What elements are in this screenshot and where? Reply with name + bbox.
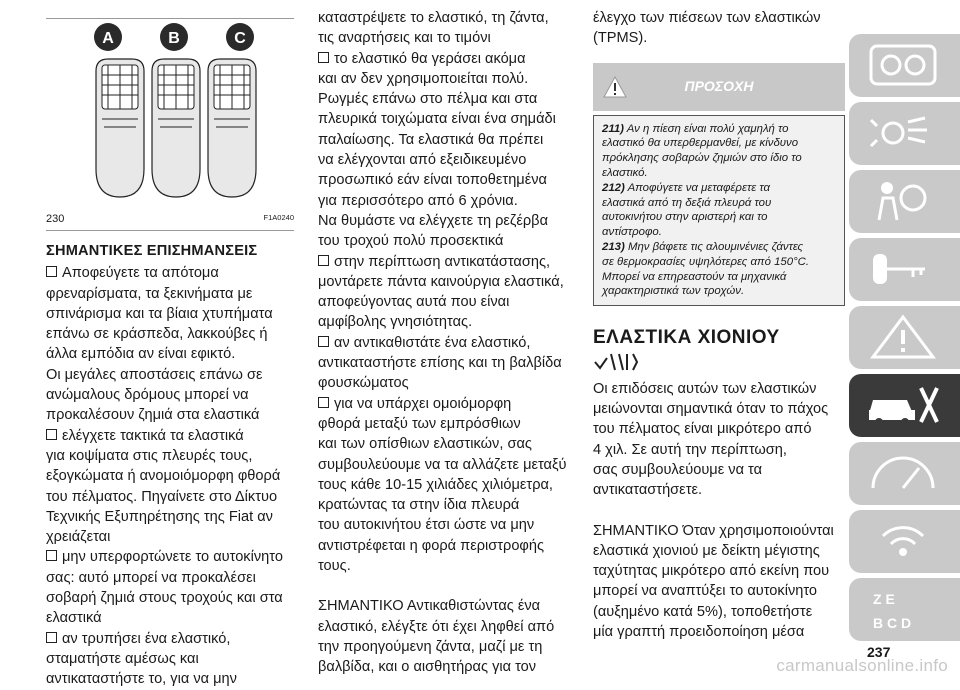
- warning-triangle-icon: [863, 312, 943, 362]
- figure-label-b: B: [168, 30, 180, 47]
- column-1: [46, 0, 294, 690]
- alphabet-icon: [863, 584, 943, 634]
- tab-starting[interactable]: [849, 238, 960, 301]
- figure-divider: [46, 230, 294, 231]
- tool-check-icon: [593, 350, 641, 372]
- tab-safety[interactable]: [849, 170, 960, 233]
- car-wrench-icon: [863, 380, 943, 430]
- warning-box: [593, 115, 845, 307]
- tab-dashboard[interactable]: [849, 34, 960, 97]
- svg-text:Z E: Z E: [873, 591, 895, 607]
- bullet-paragraph: Αποφεύγετε τα απότομα φρεναρίσματα, τα ξεκινήματα με σπινάρισμα και τα βίαια χτυπήματα επάνω σε κράσπεδα, λακκούβες ή άλλα εμπόδια αν είναι εφικτό.: [46, 265, 273, 363]
- warning-item: 213) Μην βάφετε τις αλουμινένιες ζάντες σε θερμοκρασίες υψηλότερες από 150°C. Μπορεί να επηρεαστούν τα μηχανικά χαρακτηριστικά των τροχών.: [602, 240, 810, 298]
- figure-label-a: A: [102, 30, 114, 47]
- watermark: carmanualsonline.info: [776, 656, 948, 675]
- important-paragraph: ΣΗΜΑΝΤΙΚΟ Όταν χρησιμοποιούνται ελαστικά χιονιού με δείκτη μέγιστης ταχύτητας μικρότερο από εκείνη που μπορεί να αναπτύξει το αυτοκίνητο (αυξημένο κατά 5%), τοποθετήστε μία γραπτή προειδοποίηση μέσα: [593, 522, 834, 641]
- tab-lights[interactable]: [849, 102, 960, 165]
- page-number: 237: [867, 644, 891, 660]
- section-heading-snow-tires: ΕΛΑΣΤΙΚΑ ΧΙΟΝΙΟΥ: [593, 327, 780, 349]
- dashboard-icon: [863, 40, 943, 90]
- bullet-box-icon: [46, 429, 57, 440]
- important-paragraph: ΣΗΜΑΝΤΙΚΟ Αντικαθιστώντας ένα ελαστικό, ελέγξτε ότι έχει ληφθεί από την προηγούμενη ζάντα, μαζί με τη βαλβίδα, και ο αισθητήρας για τον: [318, 598, 555, 676]
- bullet-box-icon: [318, 52, 329, 63]
- tire-wear-figure: [46, 18, 294, 231]
- key-icon: [863, 244, 943, 294]
- figure-code: F1A0240: [263, 212, 294, 222]
- figure-label-c: C: [234, 30, 246, 47]
- warning-header: [593, 63, 845, 111]
- tab-technical-data[interactable]: [849, 442, 960, 505]
- lights-icon: [863, 108, 943, 158]
- bullet-box-icon: [46, 632, 57, 643]
- warning-item: 211) Αν η πίεση είναι πολύ χαμηλή το ελαστικό θα υπερθερμανθεί, με κίνδυνο πρόκλησης σοβαρών ζημιών στο ίδιο το ελαστικό.: [602, 122, 802, 179]
- speedometer-icon: [863, 448, 943, 498]
- bullet-paragraph: αν τρυπήσει ένα ελαστικό, σταματήστε αμέσως και αντικαταστήστε το, για να μην: [46, 630, 237, 688]
- bullet-box-icon: [318, 336, 329, 347]
- bullet-box-icon: [46, 550, 57, 561]
- bullet-box-icon: [46, 266, 57, 277]
- bullet-paragraph: το ελαστικό θα γεράσει ακόμα και αν δεν χρησιμοποιείται πολύ. Ρωγμές επάνω στο πέλμα και στα πλευρικά τοιχώματα είναι ένα σημάδι παλαίωσης. Τα ελαστικά θα πρέπει να ελέγχονται από εξειδικευμένο προσωπικό εάν είναι τοποθετημένα για περισσότερο από 6 χρόνια. Να θυμάστε να ελέγχετε τη ρεζέρβα του τροχού πολύ προσεκτικά: [318, 50, 556, 250]
- paragraph: Οι επιδόσεις αυτών των ελαστικών μειώνονται σημαντικά όταν το πάχος του πέλματος είναι μικρότερο από 4 χιλ. Σε αυτή την περίπτωση, σας συμβουλεύουμε να τα αντικαταστήσετε.: [593, 380, 829, 499]
- bullet-box-icon: [318, 397, 329, 408]
- warning-item: 212) Αποφύγετε να μεταφέρετε τα ελαστικά από τη δεξιά πλευρά του αυτοκινήτου στην αριστερή και το αντίστροφο.: [602, 181, 772, 239]
- svg-text:B C D: B C D: [873, 615, 912, 631]
- tab-index[interactable]: [849, 578, 960, 641]
- tab-maintenance-active[interactable]: [849, 374, 960, 437]
- paragraph: καταστρέψετε το ελαστικό, τη ζάντα, τις αναρτήσεις και το τιμόνι: [318, 10, 549, 47]
- paragraph: έλεγχο των πιέσεων των ελαστικών (TPMS).: [593, 10, 821, 47]
- bullet-paragraph: στην περίπτωση αντικατάστασης, μοντάρετε πάντα καινούργια ελαστικά, αποφεύγοντας αυτά που είναι αμφίβολης γνησιότητας.: [318, 253, 564, 331]
- warning-title: ΠΡΟΣΟΧΗ: [684, 77, 754, 94]
- section-heading-important: ΣΗΜΑΝΤΙΚΕΣ ΕΠΙΣΗΜΑΝΣΕΙΣ: [46, 243, 258, 259]
- tab-emergency[interactable]: [849, 306, 960, 369]
- column-3: [593, 8, 845, 642]
- chapter-tabs: [849, 34, 960, 646]
- airbag-icon: [863, 176, 943, 226]
- bullet-paragraph: για να υπάρχει ομοιόμορφη φθορά μεταξύ των εμπρόσθιων και των οπίσθιων ελαστικών, σας συμβουλεύουμε να τα αλλάζετε μεταξύ τους κάθε 10-15 χιλιάδες χιλιόμετρα, κρατώντας τα στην ίδια πλευρά του αυτοκινήτου έτσι ώστε να μην αντιστρέφεται η φορά περιστροφής τους.: [318, 395, 567, 575]
- tire-wear-illustration: [46, 19, 294, 209]
- tab-multimedia[interactable]: [849, 510, 960, 573]
- column-2: [318, 8, 573, 678]
- bullet-paragraph: αν αντικαθιστάτε ένα ελαστικό, αντικαταστήστε επίσης και τη βαλβίδα φουσκώματος: [318, 334, 562, 392]
- bullet-box-icon: [318, 255, 329, 266]
- bullet-paragraph: μην υπερφορτώνετε το αυτοκίνητο σας: αυτό μπορεί να προκαλέσει σοβαρή ζημιά στους τροχούς και στα ελαστικά: [46, 549, 283, 627]
- radio-waves-icon: [863, 516, 943, 566]
- bullet-paragraph: ελέγχετε τακτικά τα ελαστικά για κοψίματα στις πλευρές τους, εξογκώματα ή ανομοιόμορφη φθορά του πέλματος. Πηγαίνετε στο Δίκτυο Τεχνικής Εξυπηρέτησης της Fiat αν χρειάζεται: [46, 427, 281, 546]
- figure-number: 230: [46, 212, 65, 225]
- paragraph: Οι μεγάλες αποστάσεις επάνω σε ανώμαλους δρόμους μπορεί να προκαλέσουν ζημιά στα ελαστικά: [46, 366, 263, 424]
